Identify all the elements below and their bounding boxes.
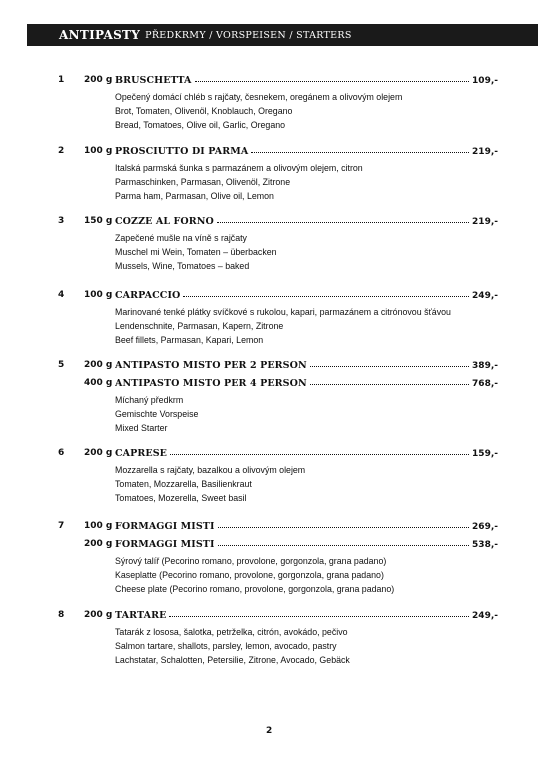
item-name-wrap bbox=[115, 216, 498, 227]
item-name-wrap bbox=[115, 378, 498, 389]
item-number: 5 bbox=[58, 360, 65, 370]
item-description: Muschel mi Wein, Tomaten – überbacken bbox=[115, 246, 277, 258]
item-weight: 200 g bbox=[84, 448, 113, 458]
item-number: 8 bbox=[58, 610, 65, 620]
menu-item-row bbox=[0, 358, 538, 372]
menu-item-row bbox=[0, 73, 538, 87]
menu-item-row bbox=[0, 288, 538, 302]
item-name-wrap bbox=[115, 521, 498, 532]
item-name: PROSCIUTTO DI PARMA bbox=[115, 145, 249, 157]
item-description: Tomatoes, Mozerella, Sweet basil bbox=[115, 493, 247, 505]
item-description: Salmon tartare, shallots, parsley, lemon, avocado, pastry bbox=[115, 640, 337, 652]
item-name: FORMAGGI MISTI bbox=[115, 520, 215, 532]
section-title: ANTIPASTY bbox=[59, 28, 141, 42]
item-price: 219,- bbox=[472, 216, 498, 227]
item-weight: 200 g bbox=[84, 539, 113, 549]
dot-leader bbox=[217, 222, 469, 223]
item-price: 159,- bbox=[472, 448, 498, 459]
item-price: 538,- bbox=[472, 539, 498, 550]
item-weight: 100 g bbox=[84, 521, 113, 531]
dot-leader bbox=[218, 545, 470, 546]
item-description: Bread, Tomatoes, Olive oil, Garlic, Oregano bbox=[115, 120, 286, 132]
item-weight: 200 g bbox=[84, 75, 113, 85]
item-name: CAPRESE bbox=[115, 447, 168, 459]
menu-item-row bbox=[0, 537, 538, 551]
item-name: ANTIPASTO MISTO PER 4 PERSON bbox=[115, 377, 307, 389]
dot-leader bbox=[183, 296, 469, 297]
menu-item-row bbox=[0, 519, 538, 533]
item-weight: 100 g bbox=[84, 146, 113, 156]
item-number: 4 bbox=[58, 290, 65, 300]
dot-leader bbox=[169, 616, 469, 617]
item-price: 269,- bbox=[472, 521, 498, 532]
item-name: COZZE AL FORNO bbox=[115, 215, 214, 227]
item-description: Kaseplatte (Pecorino romano, provolone, gorgonzola, grana padano) bbox=[115, 569, 384, 581]
item-description: Brot, Tomaten, Olivenöl, Knoblauch, Oregano bbox=[115, 105, 293, 117]
item-number: 1 bbox=[58, 75, 65, 85]
item-number: 3 bbox=[58, 216, 65, 226]
menu-item-row bbox=[0, 144, 538, 158]
item-description: Mozzarella s rajčaty, bazalkou a olivovým olejem bbox=[115, 464, 306, 476]
dot-leader bbox=[251, 152, 469, 153]
item-weight: 200 g bbox=[84, 360, 113, 370]
item-name-wrap bbox=[115, 75, 498, 86]
item-description: Italská parmská šunka s parmazánem a olivovým olejem, citron bbox=[115, 162, 363, 174]
page-number: 2 bbox=[266, 726, 273, 736]
item-weight: 400 g bbox=[84, 378, 113, 388]
item-name-wrap bbox=[115, 290, 498, 301]
item-name: CARPACCIO bbox=[115, 289, 181, 301]
item-name-wrap bbox=[115, 360, 498, 371]
section-subtitle: PŘEDKRMY / VORSPEISEN / STARTERS bbox=[145, 29, 352, 41]
item-name-wrap bbox=[115, 448, 498, 459]
dot-leader bbox=[170, 454, 469, 455]
item-name: ANTIPASTO MISTO PER 2 PERSON bbox=[115, 359, 307, 371]
item-name: BRUSCHETTA bbox=[115, 74, 192, 86]
item-description: Beef fillets, Parmasan, Kapari, Lemon bbox=[115, 335, 264, 347]
item-description: Parmaschinken, Parmasan, Olivenöl, Zitrone bbox=[115, 176, 291, 188]
item-description: Tomaten, Mozzarella, Basilienkraut bbox=[115, 478, 252, 490]
item-price: 249,- bbox=[472, 610, 498, 621]
item-description: Mussels, Wine, Tomatoes – baked bbox=[115, 261, 250, 273]
item-description: Mixed Starter bbox=[115, 423, 168, 435]
item-description: Tatarák z lososa, šalotka, petrželka, citrón, avokádo, pečivo bbox=[115, 626, 348, 638]
item-description: Marinované tenké plátky svíčkové s rukolou, kapari, parmazánem a citrónovou šťávou bbox=[115, 306, 451, 318]
dot-leader bbox=[310, 384, 469, 385]
item-name: TARTARE bbox=[115, 609, 167, 621]
item-number: 6 bbox=[58, 448, 65, 458]
dot-leader bbox=[195, 81, 470, 82]
item-description: Opečený domácí chléb s rajčaty, česnekem, oregánem a olivovým olejem bbox=[115, 91, 403, 103]
item-description: Lendenschnite, Parmasan, Kapern, Zitrone bbox=[115, 320, 284, 332]
menu-item-row bbox=[0, 446, 538, 460]
item-weight: 150 g bbox=[84, 216, 113, 226]
item-name-wrap bbox=[115, 610, 498, 621]
item-description: Lachstatar, Schalotten, Petersilie, Zitrone, Avocado, Gebäck bbox=[115, 655, 350, 667]
item-weight: 200 g bbox=[84, 610, 113, 620]
item-description: Sýrový talíř (Pecorino romano, provolone, gorgonzola, grana padano) bbox=[115, 555, 387, 567]
item-number: 2 bbox=[58, 146, 65, 156]
item-description: Parma ham, Parmasan, Olive oil, Lemon bbox=[115, 191, 274, 203]
item-number: 7 bbox=[58, 521, 65, 531]
item-description: Míchaný předkrm bbox=[115, 394, 184, 406]
dot-leader bbox=[218, 527, 470, 528]
item-weight: 100 g bbox=[84, 290, 113, 300]
item-price: 249,- bbox=[472, 290, 498, 301]
item-price: 219,- bbox=[472, 146, 498, 157]
dot-leader bbox=[310, 366, 469, 367]
item-name-wrap bbox=[115, 539, 498, 550]
menu-item-row bbox=[0, 214, 538, 228]
item-name: FORMAGGI MISTI bbox=[115, 538, 215, 550]
item-description: Cheese plate (Pecorino romano, provolone, gorgonzola, grana padano) bbox=[115, 584, 395, 596]
item-description: Zapečené mušle na víně s rajčaty bbox=[115, 232, 247, 244]
item-price: 768,- bbox=[472, 378, 498, 389]
menu-item-row bbox=[0, 608, 538, 622]
item-description: Gemischte Vorspeise bbox=[115, 408, 199, 420]
item-price: 109,- bbox=[472, 75, 498, 86]
item-price: 389,- bbox=[472, 360, 498, 371]
item-name-wrap bbox=[115, 146, 498, 157]
menu-item-row bbox=[0, 376, 538, 390]
